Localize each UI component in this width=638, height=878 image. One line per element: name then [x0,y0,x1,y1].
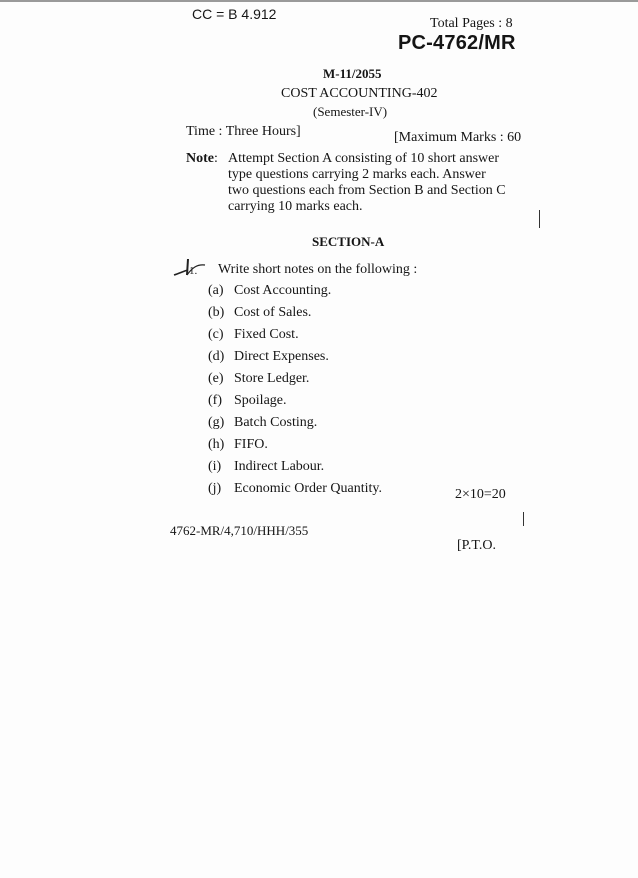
list-item [208,283,331,299]
list-item [208,371,309,387]
item-label: (f) [208,393,222,408]
scan-mark [523,512,524,526]
section-marks: 2×10=20 [455,487,506,502]
item-text: Fixed Cost. [234,327,299,342]
note-label: Note [186,151,214,166]
maximum-marks: [Maximum Marks : 60 [394,130,522,145]
item-label: (e) [208,371,224,386]
semester: (Semester-IV) [313,104,388,119]
item-text: Batch Costing. [234,415,318,430]
list-item [208,481,382,497]
question-number-handwritten [172,254,208,280]
item-text: FIFO. [234,437,268,452]
question-intro: Write short notes on the following : [218,262,418,277]
time-allowed: Time : Three Hours] [186,124,301,139]
list-item [208,305,311,321]
item-text: Cost Accounting. [234,283,332,298]
section-a-title: SECTION-A [312,234,385,249]
list-item [208,459,324,475]
list-item [208,393,287,409]
list-item [208,415,317,431]
list-item [208,349,329,365]
footer-code: 4762-MR/4,710/HHH/355 [170,523,309,538]
cc-code: CC = B 4.912 [192,6,277,22]
item-label: (j) [208,481,222,496]
list-item [208,437,268,453]
exam-code: M-11/2055 [323,66,382,81]
item-text: Economic Order Quantity. [234,481,382,496]
item-label: (i) [208,459,222,474]
item-label: (c) [208,327,224,342]
item-text: Indirect Labour. [234,459,325,474]
item-text: Spoilage. [234,393,287,408]
total-pages: Total Pages : 8 [430,16,513,31]
paper-code: PC-4762/MR [398,32,516,54]
scan-mark [539,210,540,228]
item-label: (d) [208,349,225,364]
item-text: Store Ledger. [234,371,310,386]
subject-title: COST ACCOUNTING-402 [281,86,438,101]
note-text: Attempt Section A consisting of 10 short answer type questions carrying 2 marks each. Answer two questions each from Section B and Section C carrying 10 marks each. [228,151,506,214]
list-item [208,327,299,343]
item-label: (g) [208,415,225,430]
scan-edge [0,0,638,2]
item-label: (a) [208,283,224,298]
item-label: (h) [208,437,225,452]
item-label: (b) [208,305,225,320]
note-colon: : [214,151,218,166]
item-text: Direct Expenses. [234,349,329,364]
question-number: 1. [189,265,198,277]
item-text: Cost of Sales. [234,305,312,320]
pto-label: [P.T.O. [457,538,497,553]
